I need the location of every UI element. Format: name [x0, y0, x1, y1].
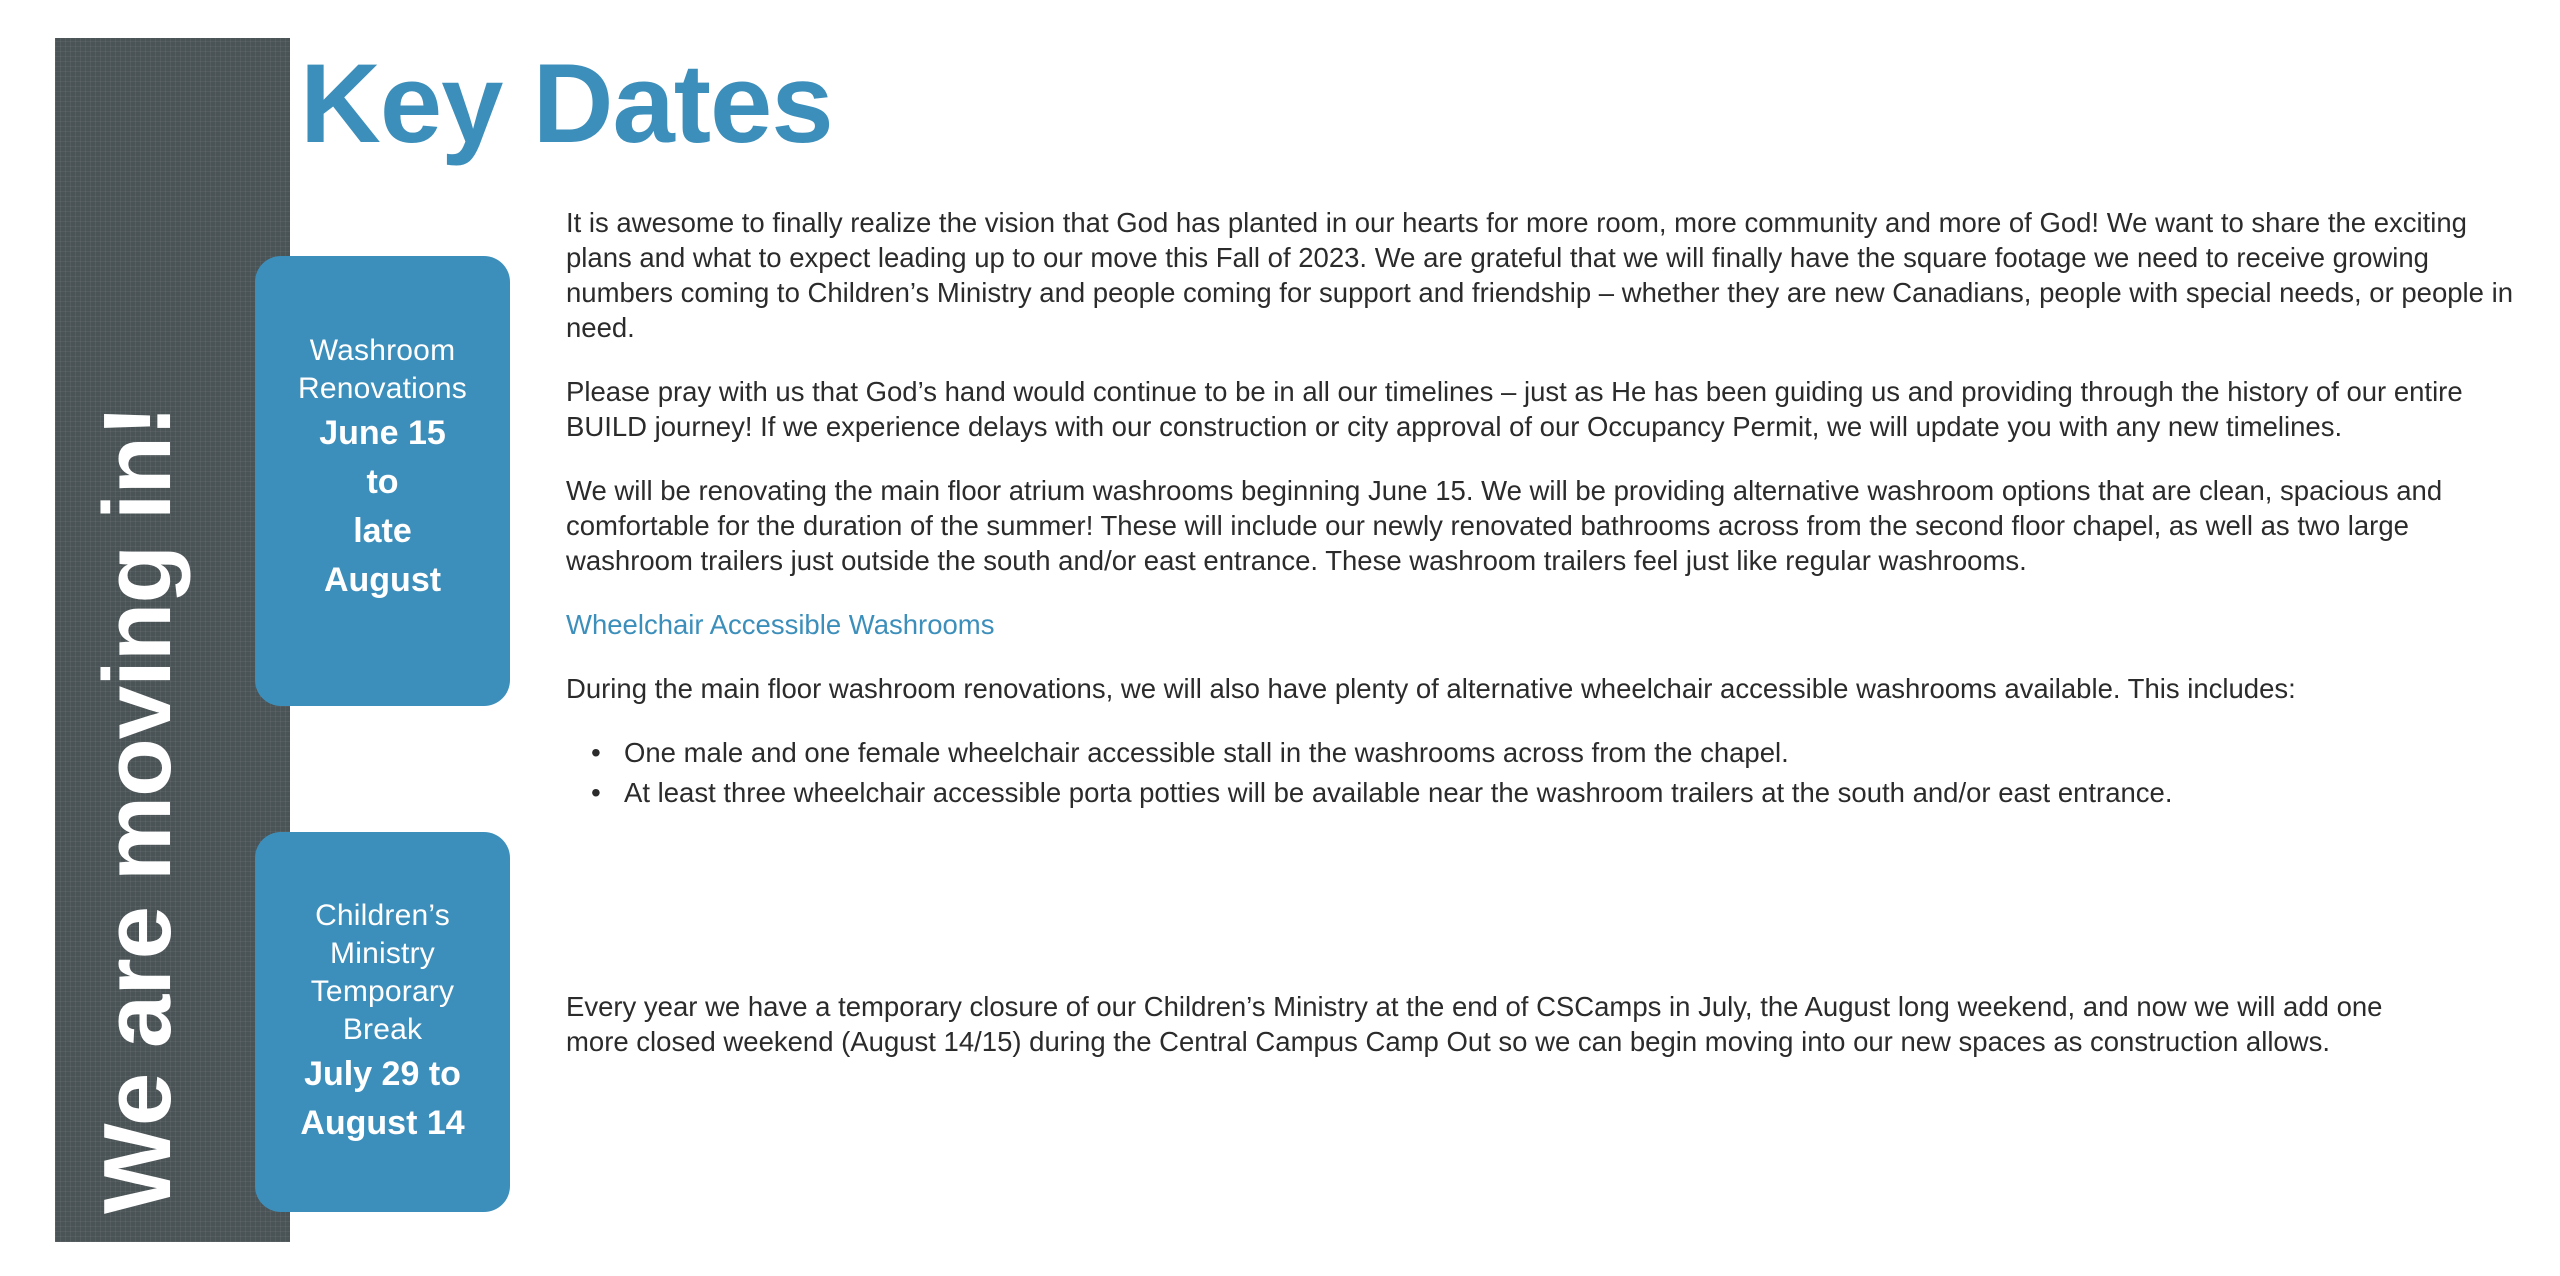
accessible-washrooms-section: [566, 607, 2526, 811]
paragraph-accessible: During the main floor washroom renovations, we will also have plenty of alternative wheelchair accessible washrooms available. This includes:: [566, 673, 2296, 704]
card-date-line4: August: [323, 561, 442, 599]
list-item: • One male and one female wheelchair accessible stall in the washrooms across from the chapel.: [624, 735, 2526, 771]
card-date-line2: August 14: [300, 1104, 465, 1142]
card-label-line2: Ministry: [330, 937, 435, 970]
accessible-bullet-list: [566, 735, 2526, 811]
paragraph-prayer: Please pray with us that God’s hand would continue to be in all our timelines – just as He has been guiding us and providing through the history of our entire BUILD journey! If we experience delays with our construction or city approval of our Occupancy Permit, we will update you with any new timelines.: [566, 376, 2463, 442]
card-date-line3: late: [353, 512, 412, 550]
date-card-washroom-renovations: [255, 256, 510, 706]
card-label-line1: Children’s: [315, 899, 450, 932]
main-content: [566, 205, 2526, 815]
card-label-line4: Break: [342, 1013, 423, 1046]
card-label-line2: Renovations: [298, 372, 467, 405]
date-card-childrens-ministry-break: [255, 832, 510, 1212]
card-label-line1: Washroom: [309, 334, 456, 367]
card-date-line1: July 29 to: [304, 1055, 461, 1093]
section-subheading: Wheelchair Accessible Washrooms: [566, 609, 995, 640]
list-item: • At least three wheelchair accessible porta potties will be available near the washroom trailers at the south and/or east entrance.: [624, 775, 2526, 811]
page-title: Key Dates: [300, 41, 833, 166]
card-date-line1: June 15: [319, 414, 446, 452]
paragraph-closure: Every year we have a temporary closure of our Children’s Ministry at the end of CSCamps in July, the August long weekend, and now we will add one more closed weekend (August 14/15) during the Central Campus Camp Out so we can begin moving into our new spaces as construction allows.: [566, 991, 2383, 1057]
vertical-banner-text: We are moving in!: [84, 405, 191, 1214]
paragraph-intro: It is awesome to finally realize the vision that God has planted in our hearts for more room, more community and more of God! We want to share the exciting plans and what to expect leading up to our move this Fall of 2023. We are grateful that we will finally have the square footage we need to receive growing numbers coming to Children’s Ministry and people coming for support and friendship – whether they are new Canadians, people with special needs, or people in need.: [566, 207, 2514, 343]
card-label-line3: Temporary: [310, 975, 455, 1008]
paragraph-washroom-renovation: We will be renovating the main floor atrium washrooms beginning June 15. We will be providing alternative washroom options that are clean, spacious and comfortable for the duration of the summer! These will include our newly renovated bathrooms across from the second floor chapel, as well as two large washroom trailers just outside the south and/or east entrance. These washroom trailers feel just like regular washrooms.: [566, 475, 2443, 576]
card-date-line2: to: [366, 463, 399, 501]
